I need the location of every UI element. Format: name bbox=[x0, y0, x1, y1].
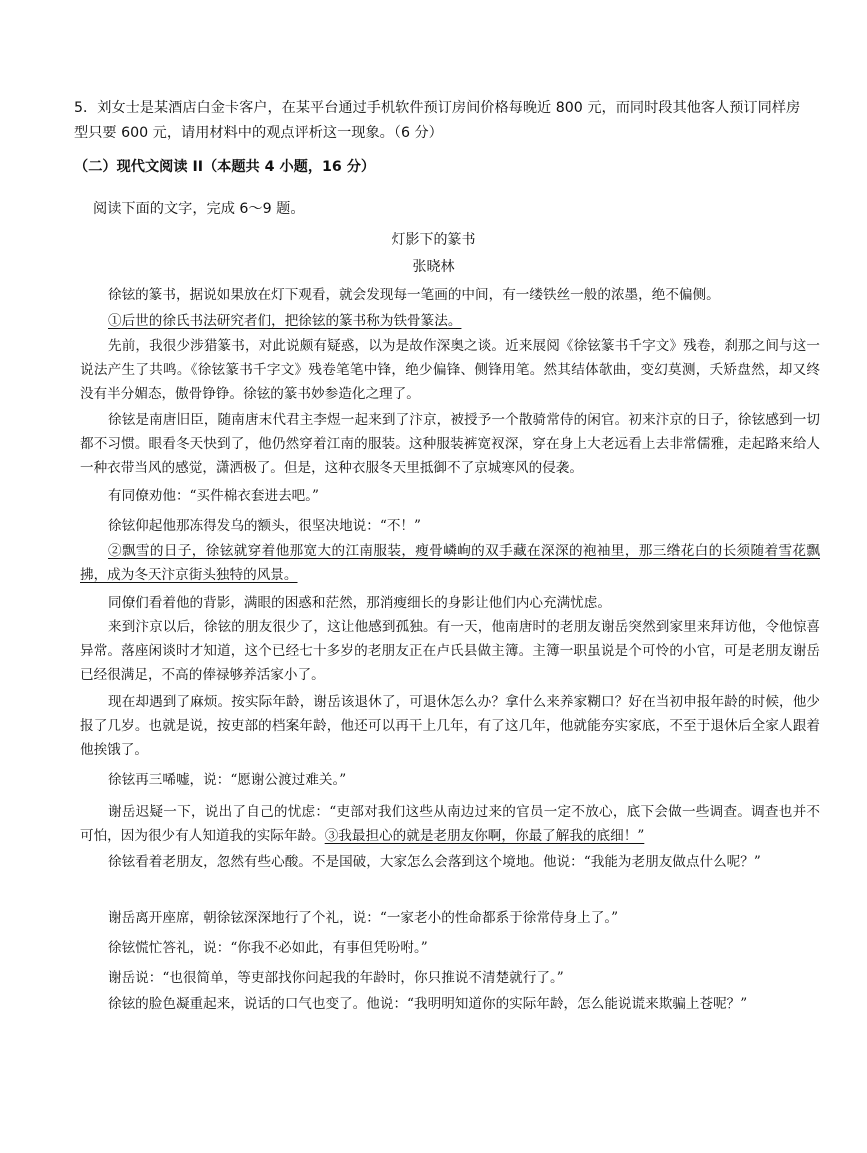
paragraph-6: 徐铉仰起他那冻得发乌的额头，很坚决地说：“不！” bbox=[108, 518, 421, 534]
paragraph-7 bbox=[80, 539, 820, 587]
paragraph-10: 现在却遇到了麻烦。按实际年龄，谢岳该退休了，可退休怎么办？拿什么来养家糊口？好在当初申报年龄的时候，他少报了几岁。也就是说，按吏部的档案年龄，他还可以再干上几年，有了这几年，他就能夯实家底，不至于退休后全家人跟着他挨饿了。 bbox=[80, 694, 820, 758]
paragraph-1: 徐铉的篆书，据说如果放在灯下观看，就会发现每一笔画的中间，有一缕铁丝一般的浓墨，绝不偏侧。 bbox=[108, 287, 720, 303]
underlined-sentence-2: ②飘雪的日子，徐铉就穿着他那宽大的江南服装，瘦骨嶙峋的双手藏在深深的袍袖里，那三绺花白的长须随着雪花飘拂，成为冬天汴京街头独特的风景。 bbox=[80, 543, 820, 583]
paragraph-12 bbox=[80, 800, 820, 848]
reading-instruction: 阅读下面的文字，完成 6～9 题。 bbox=[93, 201, 305, 217]
paragraph-4: 徐铉是南唐旧臣，随南唐末代君主李煜一起来到了汴京，被授予一个散骑常侍的闲官。初来汴京的日子，徐铉感到一切都不习惯。眼看冬天快到了，他仍然穿着江南的服装。这种服装裤宽衩深，穿在身上大老远看上去非常儒雅，走起路来给人一种衣带当风的感觉，潇洒极了。但是，这种衣服冬天里抵御不了京城寒风的侵袭。 bbox=[80, 412, 820, 476]
underlined-sentence-1: ①后世的徐氏书法研究者们，把徐铉的篆书称为铁骨篆法。 bbox=[108, 313, 462, 329]
paragraph-12-text: 谢岳迟疑一下，说出了自己的忧虑：“吏部对我们这些从南边过来的官员一定不放心，底下会做一些调查。调查也并不可怕，因为很少有人知道我的实际年龄。 bbox=[80, 804, 820, 844]
question-5: 5．刘女士是某酒店白金卡客户，在某平台通过手机软件预订房间价格每晚近 800 元，而同时段其他客人预订同样房型只要 600 元，请用材料中的观点评析这一现象。（6 分） bbox=[74, 100, 801, 141]
paragraph-17: 徐铉的脸色凝重起来，说话的口气也变了。他说：“我明明知道你的实际年龄，怎么能说谎来欺骗上苍呢？” bbox=[108, 996, 748, 1012]
underlined-sentence-3: ③我最担心的就是老朋友你啊，你最了解我的底细！” bbox=[324, 828, 645, 844]
article-author: 张晓林 bbox=[412, 259, 455, 275]
paragraph-11: 徐铉再三唏嘘，说：“愿谢公渡过难关。” bbox=[108, 772, 347, 788]
section-heading: （二）现代文阅读 II（本题共 4 小题，16 分） bbox=[74, 159, 376, 175]
paragraph-13: 徐铉看着老朋友，忽然有些心酸。不是国破，大家怎么会落到这个境地。他说：“我能为老朋友做点什么呢？” bbox=[108, 854, 761, 870]
paragraph-9: 来到汴京以后，徐铉的朋友很少了，这让他感到孤独。有一天，他南唐时的老朋友谢岳突然到家里来拜访他，令他惊喜异常。落座闲谈时才知道，这个已经七十多岁的老朋友正在卢氏县做主簿。主簿一职虽说是个可怜的小官，可是老朋友谢岳已经很满足，不高的俸禄够养活家小了。 bbox=[80, 619, 820, 683]
paragraph-5: 有同僚劝他：“买件棉衣套进去吧。” bbox=[108, 488, 320, 504]
paragraph-14: 谢岳离开座席，朝徐铉深深地行了个礼，说：“一家老小的性命都系于徐常侍身上了。” bbox=[108, 910, 619, 926]
paragraph-2 bbox=[80, 309, 820, 333]
article-title: 灯影下的篆书 bbox=[391, 232, 476, 248]
paragraph-3: 先前，我很少涉猎篆书，对此说颇有疑惑，以为是故作深奥之谈。近来展阅《徐铉篆书千字文》残卷，刹那之间与这一说法产生了共鸣。《徐铉篆书千字文》残卷笔笔中锋，绝少偏锋、侧锋用笔。然其结体欹曲，变幻莫测，夭矫盘然，却又终没有半分媚态，傲骨铮铮。徐铉的篆书妙参造化之理了。 bbox=[80, 338, 820, 402]
paragraph-8: 同僚们看着他的背影，满眼的困惑和茫然，那消瘦细长的身影让他们内心充满忧虑。 bbox=[108, 595, 611, 611]
paragraph-16: 谢岳说：“也很简单，等吏部找你问起我的年龄时，你只推说不清楚就行了。” bbox=[108, 970, 564, 986]
paragraph-15: 徐铉慌忙答礼，说：“你我不必如此，有事但凭吩咐。” bbox=[108, 940, 428, 956]
